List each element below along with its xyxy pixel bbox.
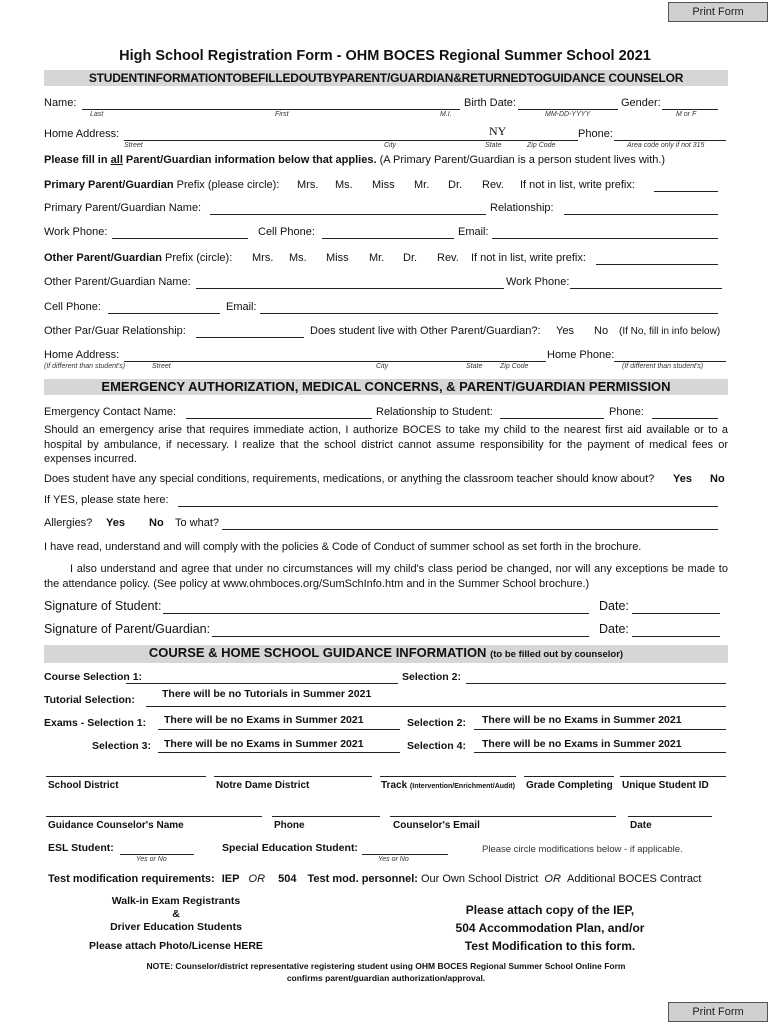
other-prefix-dr[interactable]: Dr. (403, 252, 418, 264)
notre-dame-field[interactable] (214, 776, 372, 777)
counselor-name-field[interactable] (46, 816, 262, 817)
student-date-label: Date: (599, 599, 629, 613)
primary-prefix-mrs[interactable]: Mrs. (297, 179, 319, 191)
attach-iep-block (420, 901, 680, 955)
track-field[interactable] (380, 776, 516, 777)
personnel-boces-option[interactable]: Additional BOCES Contract (566, 873, 702, 885)
signature-parent-label: Signature of Parent/Guardian: (44, 622, 211, 636)
first-hint: First (275, 111, 289, 118)
primary-write-prefix-field[interactable] (654, 191, 718, 192)
lives-with-question: Does student live with Other Parent/Guardian?: (310, 325, 541, 337)
attach-line-2: 504 Accommodation Plan, and/or (455, 921, 645, 935)
other-email-label: Email: (226, 301, 257, 313)
primary-write-prefix-label: If not in list, write prefix: (520, 179, 635, 191)
counselor-email-label: Counselor's Email (393, 820, 480, 831)
phone-field[interactable] (614, 140, 726, 141)
emergency-phone-field[interactable] (652, 418, 718, 419)
exam-selection-1-field[interactable] (158, 729, 400, 730)
other-relationship-field[interactable] (196, 337, 304, 338)
other-address-field[interactable] (124, 361, 546, 362)
exam-selection-3-label: Selection 3: (92, 740, 151, 752)
primary-name-label: Primary Parent/Guardian Name: (44, 202, 202, 214)
gender-label: Gender: (621, 97, 661, 109)
phone-label: Phone: (578, 128, 613, 140)
other-state-hint: State (466, 363, 483, 370)
photo-attach-note: Please attach Photo/License HERE (89, 940, 263, 952)
course-selection-1-label: Course Selection 1: (44, 671, 143, 683)
student-id-label: Unique Student ID (622, 780, 709, 791)
walkin-amp: & (172, 908, 180, 920)
parent-date-label: Date: (599, 622, 629, 636)
allergies-no-option[interactable]: No (149, 517, 164, 529)
other-address-diff-note: (If different than student's) (44, 363, 126, 370)
print-form-button-bottom[interactable]: Print Form (668, 1002, 768, 1022)
course-header-note: (to be filled out by counselor) (490, 649, 624, 660)
test-mod-personnel-label: Test mod. personnel: (307, 873, 418, 885)
signature-student-field[interactable] (163, 613, 589, 614)
primary-relationship-field[interactable] (564, 214, 718, 215)
policy-statement-1: I have read, understand and will comply with the policies & Code of Conduct of summer school as set forth in the brochure. (44, 541, 642, 553)
notre-dame-label: Notre Dame District (216, 780, 310, 791)
city-hint: City (384, 142, 397, 149)
lives-yes-option[interactable]: Yes (556, 325, 574, 337)
test-mod-label: Test modification requirements: (48, 873, 215, 885)
primary-prefix-miss[interactable]: Miss (372, 179, 395, 191)
allergies-label: Allergies? (44, 517, 93, 529)
street-hint: Street (124, 142, 143, 149)
primary-name-field[interactable] (210, 214, 486, 215)
last-hint: Last (90, 111, 104, 118)
primary-work-phone-field[interactable] (112, 238, 248, 239)
instruction-all: all (110, 154, 123, 166)
exam-selection-1-value: There will be no Exams in Summer 2021 (164, 714, 364, 726)
mi-hint: M.I. (440, 111, 452, 118)
attach-line-1: Please attach copy of the IEP, (465, 903, 635, 917)
birth-date-field[interactable] (518, 109, 618, 110)
primary-cell-phone-field[interactable] (322, 238, 454, 239)
course-selection-2-field[interactable] (466, 683, 726, 684)
track-text: Track (381, 780, 408, 791)
grade-field[interactable] (524, 776, 614, 777)
circle-modifications-note: Please circle modifications below - if applicable. (482, 844, 683, 855)
counselor-email-field[interactable] (390, 816, 616, 817)
test-mod-or: OR (248, 873, 266, 885)
primary-email-field[interactable] (492, 238, 718, 239)
instruction-note: (A Primary Parent/Guardian is a person student lives with.) (376, 154, 666, 166)
course-header-main: COURSE & HOME SCHOOL GUIDANCE INFORMATION (148, 645, 487, 660)
other-write-prefix-label: If not in list, write prefix: (471, 252, 586, 264)
primary-relationship-label: Relationship: (490, 202, 554, 214)
page-title: High School Registration Form - OHM BOCES Regional Summer School 2021 (119, 48, 651, 64)
signature-parent-field[interactable] (212, 636, 589, 637)
other-phone-note: (If different than student's) (622, 363, 704, 370)
birth-hint: MM-DD-YYYY (545, 111, 591, 118)
primary-email-label: Email: (458, 226, 489, 238)
conditions-question: Does student have any special conditions, requirements, medications, or anything the classroom teacher should know about? (44, 473, 655, 485)
tutorial-value: There will be no Tutorials in Summer 2021 (162, 688, 372, 700)
primary-work-phone-label: Work Phone: (44, 226, 108, 238)
other-name-label: Other Parent/Guardian Name: (44, 276, 191, 288)
exam-selection-4-value: There will be no Exams in Summer 2021 (482, 738, 682, 750)
other-zip-hint: Zip Code (500, 363, 529, 370)
emergency-relationship-label: Relationship to Student: (376, 406, 493, 418)
parent-instruction (44, 154, 665, 166)
other-prefix-row (44, 252, 232, 264)
other-work-phone-label: Work Phone: (506, 276, 570, 288)
other-home-phone-label: Home Phone: (547, 349, 615, 361)
birth-date-label: Birth Date: (464, 97, 516, 109)
conditions-yes-option[interactable]: Yes (673, 473, 692, 485)
other-prefix-ms[interactable]: Ms. (289, 252, 307, 264)
note-line-2: confirms parent/guardian authorization/approval. (286, 972, 486, 983)
tutorial-selection-label: Tutorial Selection: (44, 694, 135, 706)
allergies-yes-option[interactable]: Yes (106, 517, 125, 529)
emergency-header: EMERGENCY AUTHORIZATION, MEDICAL CONCERNS, & PARENT/GUARDIAN PERMISSION (44, 379, 728, 395)
other-prefix-miss[interactable]: Miss (326, 252, 349, 264)
counselor-phone-label: Phone (274, 820, 305, 831)
walkin-line-1: Walk-in Exam Registrants (111, 895, 241, 907)
other-address-label: Home Address: (44, 349, 120, 361)
other-city-hint: City (376, 363, 389, 370)
course-selection-2-label: Selection 2: (402, 671, 461, 683)
exam-selection-2-label: Selection 2: (407, 717, 466, 729)
counselor-date-field[interactable] (628, 816, 712, 817)
other-email-field[interactable] (260, 313, 718, 314)
instruction-post: Parent/Guardian information below that applies. (122, 154, 377, 166)
lives-no-option[interactable]: No (594, 325, 609, 337)
primary-prefix-row (44, 179, 279, 191)
primary-prefix-dr[interactable]: Dr. (448, 179, 463, 191)
zip-hint: Zip Code (527, 142, 556, 149)
emergency-relationship-field[interactable] (500, 418, 604, 419)
other-home-phone-field[interactable] (614, 361, 726, 362)
other-street-hint: Street (152, 363, 171, 370)
other-prefix-label: Prefix (circle): (161, 252, 233, 264)
primary-prefix-ms[interactable]: Ms. (335, 179, 353, 191)
exam-selection-2-value: There will be no Exams in Summer 2021 (482, 714, 682, 726)
personnel-own-district-option[interactable]: Our Own School District (420, 873, 539, 885)
track-label (381, 780, 515, 791)
gender-hint: M or F (676, 111, 697, 118)
school-district-label: School District (48, 780, 119, 791)
sped-yes-no-hint: Yes or No (378, 856, 409, 863)
student-info-header: STUDENTINFORMATIONTOBEFILLEDOUTBYPARENT/GUARDIAN&RETURNEDTOGUIDANCE COUNSELOR (44, 70, 728, 86)
if-yes-label: If YES, please state here: (44, 494, 169, 506)
signature-student-label: Signature of Student: (44, 599, 162, 613)
online-form-note (44, 961, 728, 984)
esl-yes-no-hint: Yes or No (136, 856, 167, 863)
name-field[interactable] (82, 109, 460, 110)
personnel-or: OR (544, 873, 561, 885)
state-value: NY (489, 124, 507, 138)
note-line-1: NOTE: Counselor/district representative registering student using OHM BOCES Regional Summer School Online Form (146, 961, 626, 971)
exam-selection-3-value: There will be no Exams in Summer 2021 (164, 738, 364, 750)
walkin-block (60, 895, 292, 934)
exam-selection-4-label: Selection 4: (407, 740, 466, 752)
grade-label: Grade Completing (526, 780, 613, 791)
other-cell-phone-label: Cell Phone: (44, 301, 101, 313)
special-education-label: Special Education Student: (222, 842, 358, 854)
other-relationship-label: Other Par/Guar Relationship: (44, 325, 186, 337)
home-address-field[interactable] (124, 140, 578, 141)
special-education-field[interactable] (362, 854, 448, 855)
gender-field[interactable] (662, 109, 718, 110)
emergency-phone-label: Phone: (609, 406, 644, 418)
walkin-line-2: Driver Education Students (110, 921, 242, 933)
counselor-date-label: Date (630, 820, 652, 831)
esl-student-field[interactable] (120, 854, 194, 855)
exam-selection-3-field[interactable] (158, 752, 400, 753)
policy-statement-2: I also understand and agree that under no circumstances will my child's class period be changed, nor will any exceptions be made to the attendance policy. (See policy at www.ohmboces.org/SumSchInfo.htm and in the Summer School brochure.) (44, 563, 728, 590)
track-note: (Intervention/Enrichment/Audit) (409, 783, 515, 790)
if-yes-field[interactable] (178, 506, 718, 507)
emergency-authorization-text: Should an emergency arise that requires immediate action, I authorize BOCES to take my child to the nearest first aid available or to a hospital by ambulance, if necessary. I realize that the school district cannot assume responsibility for the payment of medical fees or expenses incurred. (44, 424, 728, 465)
primary-prefix-label: Prefix (please circle): (173, 179, 280, 191)
allergies-to-what-label: To what? (175, 517, 220, 529)
emergency-contact-label: Emergency Contact Name: (44, 406, 177, 418)
exam-selection-2-field[interactable] (474, 729, 726, 730)
home-address-label: Home Address: (44, 128, 120, 140)
counselor-phone-field[interactable] (272, 816, 380, 817)
lives-no-note: (If No, fill in info below) (619, 326, 721, 337)
other-label: Other Parent/Guardian (44, 252, 162, 264)
exam-selection-1-label: Exams - Selection 1: (44, 717, 147, 729)
allergies-to-what-field[interactable] (222, 529, 718, 530)
other-name-field[interactable] (196, 288, 504, 289)
exam-selection-4-field[interactable] (474, 752, 726, 753)
other-prefix-rev[interactable]: Rev. (437, 252, 459, 264)
parent-date-field[interactable] (632, 636, 720, 637)
attach-line-3: Test Modification to this form. (464, 939, 636, 953)
conditions-no-option[interactable]: No (710, 473, 725, 485)
primary-prefix-rev[interactable]: Rev. (482, 179, 504, 191)
test-mod-iep-option[interactable]: IEP (221, 873, 240, 885)
course-header (44, 645, 728, 663)
counselor-name-label: Guidance Counselor's Name (48, 820, 184, 831)
other-work-phone-field[interactable] (570, 288, 722, 289)
test-modification-row (48, 873, 702, 885)
primary-prefix-mr[interactable]: Mr. (414, 179, 430, 191)
student-date-field[interactable] (632, 613, 720, 614)
school-district-field[interactable] (46, 776, 206, 777)
primary-cell-phone-label: Cell Phone: (258, 226, 315, 238)
other-prefix-mr[interactable]: Mr. (369, 252, 385, 264)
primary-label: Primary Parent/Guardian (44, 179, 174, 191)
print-form-button-top[interactable]: Print Form (668, 2, 768, 22)
phone-hint: Area code only if not 315 (627, 142, 705, 149)
test-mod-504-option[interactable]: 504 (278, 873, 297, 885)
student-id-field[interactable] (620, 776, 726, 777)
name-label: Name: (44, 97, 77, 109)
instruction-pre: Please fill in (44, 154, 111, 166)
emergency-contact-field[interactable] (186, 418, 372, 419)
state-hint: State (485, 142, 502, 149)
tutorial-selection-field[interactable] (146, 706, 726, 707)
other-write-prefix-field[interactable] (596, 264, 718, 265)
esl-student-label: ESL Student: (48, 842, 114, 854)
other-cell-phone-field[interactable] (108, 313, 220, 314)
course-selection-1-field[interactable] (126, 683, 398, 684)
other-prefix-mrs[interactable]: Mrs. (252, 252, 274, 264)
